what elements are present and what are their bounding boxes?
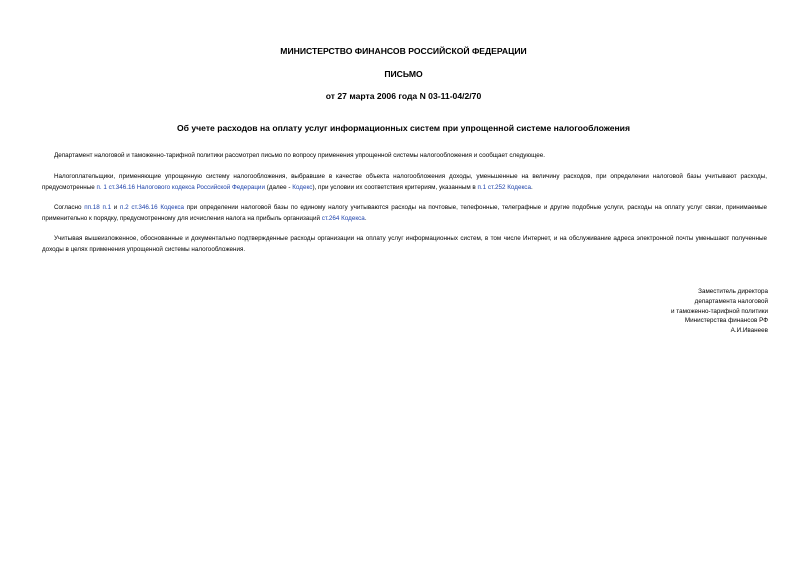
paragraph-3-text-4: . [364,215,367,222]
subject-heading: Об учете расходов на оплату услуг информационных систем при упрощенной системе налогообложения [177,123,630,133]
paragraph-1: Департамент налоговой и таможенно-тарифной политики рассмотрел письмо по вопросу применения упрощенной системы налогообложения и сообщает следующее. [54,152,546,159]
link-article-264[interactable]: ст.264 Кодекса [321,215,365,222]
paragraph-3-text-3: при определении налоговой базы по единому налогу учитываются расходы на почтовые, телефонные, телеграфные и другие подобные услуги, расходы на оплату услуг связи, принимаемые применительно к порядку, предусмотренному для исчисления налога на прибыль организаций [42,204,767,222]
date-number-heading: от 27 марта 2006 года N 03-11-04/2/70 [325,91,482,101]
paragraph-2-text-3: ), при условии их соответствия критериям, указанным в [312,184,478,191]
paragraph-2-text-1: Налогоплательщики, применяющие упрощенную систему налогообложения, выбравшие в качестве объекта налогообложения доходы, уменьшенные на величину расходов, при определении налоговой базы учитывают расходы, предусмотренные [42,173,767,191]
paragraph-3-text-1: Согласно [54,204,85,211]
link-subparagraph-18[interactable]: пп.18 п.1 [84,204,112,211]
paragraph-3-text-2: и [111,204,120,211]
link-paragraph-2-article-346-16[interactable]: п.2 ст.346.16 Кодекса [120,204,185,211]
signature-line-3: и таможенно-тарифной политики [670,307,768,315]
paragraph-4: Учитывая вышеизложенное, обоснованные и документально подтвержденные расходы организации на оплату услуг информационных систем, в том числе Интернет, и на обслуживание адреса электронной почты уменьшают полученные доходы в целях применения упрощенной системы налогообложения. [42,235,767,253]
paragraph-3 [42,202,767,224]
link-article-252[interactable]: п.1 ст.252 Кодекса [477,184,531,191]
document-type-heading: ПИСЬМО [384,69,423,79]
signature-line-1: Заместитель директора [698,288,768,295]
signature-line-2: департамента налоговой [694,297,768,305]
link-article-346-16[interactable]: п. 1 ст.346.16 Налогового кодекса Российской Федерации [96,184,265,191]
signature-name: А.И.Иванеев [730,327,768,335]
ministry-heading: МИНИСТЕРСТВО ФИНАНСОВ РОССИЙСКОЙ ФЕДЕРАЦИИ [280,46,527,56]
link-code[interactable]: Кодекс [292,184,313,191]
paragraph-2-text-2: (далее - [264,184,293,191]
paragraph-2-text-4: . [530,184,533,191]
signature-line-4: Министерства финансов РФ [684,317,768,325]
signature-block [671,287,768,336]
paragraph-2 [42,171,767,193]
